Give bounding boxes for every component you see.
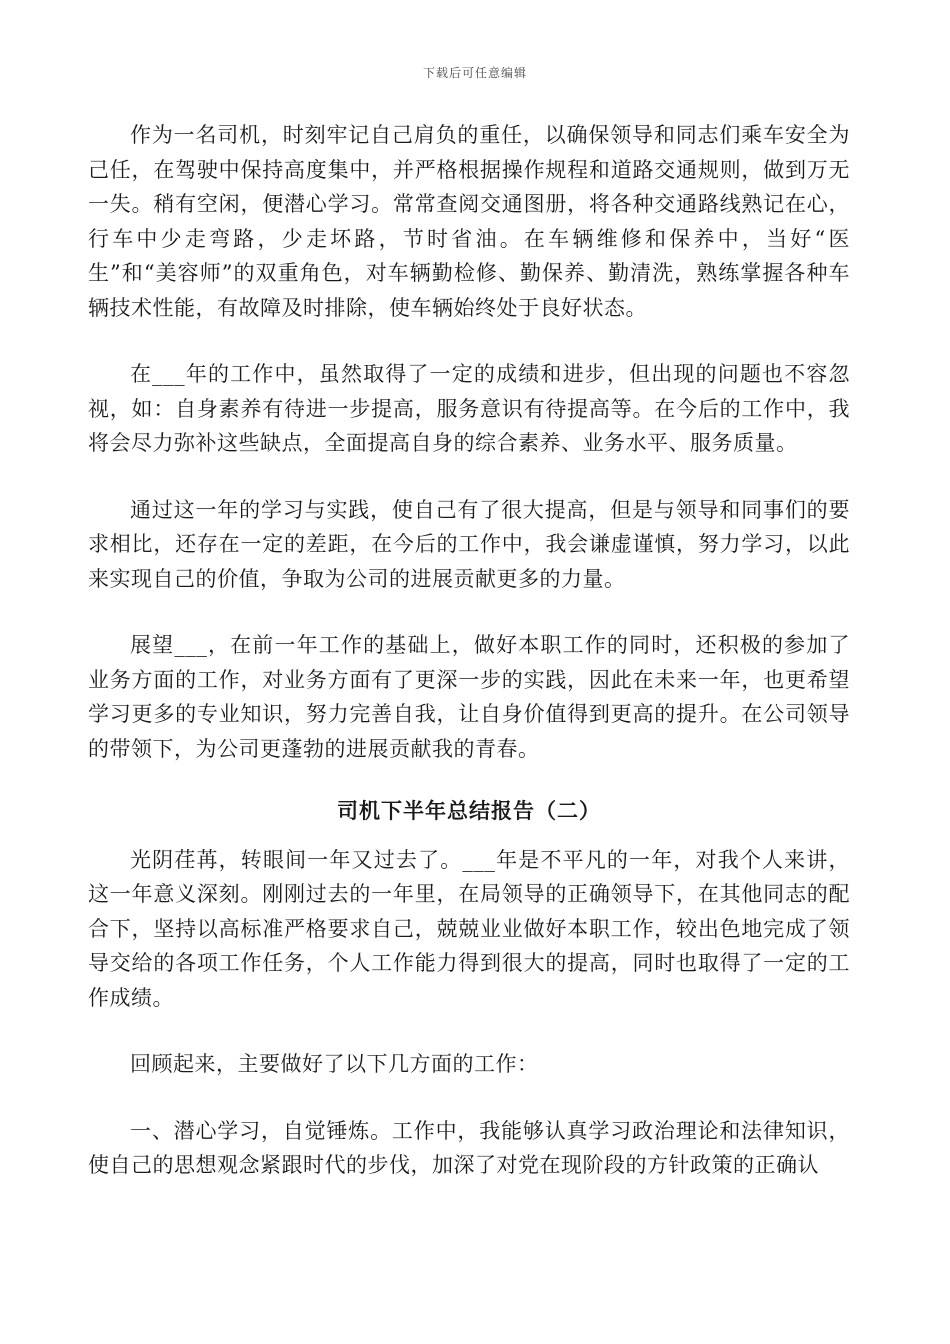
paragraph: 展望___，在前一年工作的基础上，做好本职工作的同时，还积极的参加了业务方面的工作，对业务方面有了更深一步的实践，因此在未来一年，也更希望学习更多的专业知识，努力完善自我，让自身价值得到更高的提升。在公司领导的带领下，为公司更蓬勃的进展贡献我的青春。 bbox=[88, 633, 850, 761]
section-title: 司机下半年总结报告（二） bbox=[337, 798, 601, 823]
paragraph: 光阴荏苒，转眼间一年又过去了。___年是不平凡的一年，对我个人来讲，这一年意义深刻。刚刚过去的一年里，在局领导的正确领导下，在其他同志的配合下，坚持以高标准严格要求自己，兢兢业业做好本职工作，较出色地完成了领导交给的各项工作任务，个人工作能力得到很大的提高，同时也取得了一定的工作成绩。 bbox=[88, 847, 850, 1010]
paragraph: 作为一名司机，时刻牢记自己肩负的重任，以确保领导和同志们乘车安全为己任，在驾驶中保持高度集中，并严格根据操作规程和道路交通规则，做到万无一失。稍有空闲，便潜心学习。常常查阅交通图册，将各种交通路线熟记在心，行车中少走弯路，少走坏路，节时省油。在车辆维修和保养中，当好“医生”和“美容师”的双重角色，对车辆勤检修、勤保养、勤清洗，熟练掌握各种车辆技术性能，有故障及时排除，使车辆始终处于良好状态。 bbox=[88, 123, 850, 320]
paragraph: 通过这一年的学习与实践，使自己有了很大提高，但是与领导和同事们的要求相比，还存在一定的差距，在今后的工作中，我会谦虚谨慎，努力学习，以此来实现自己的价值，争取为公司的进展贡献更多的力量。 bbox=[88, 497, 850, 591]
document-body bbox=[88, 118, 850, 1183]
header-note: 下载后可任意编辑 bbox=[422, 66, 527, 80]
paragraph: 在___年的工作中，虽然取得了一定的成绩和进步，但出现的问题也不容忽视，如：自身素养有待进一步提高，服务意识有待提高等。在今后的工作中，我将会尽力弥补这些缺点，全面提高自身的综合素养、业务水平、服务质量。 bbox=[88, 362, 850, 455]
paragraph: 一、潜心学习，自觉锤炼。工作中，我能够认真学习政治理论和法律知识，使自己的思想观念紧跟时代的步伐，加深了对党在现阶段的方针政策的正确认 bbox=[88, 1118, 850, 1177]
paragraph: 回顾起来，主要做好了以下几方面的工作： bbox=[130, 1052, 539, 1076]
